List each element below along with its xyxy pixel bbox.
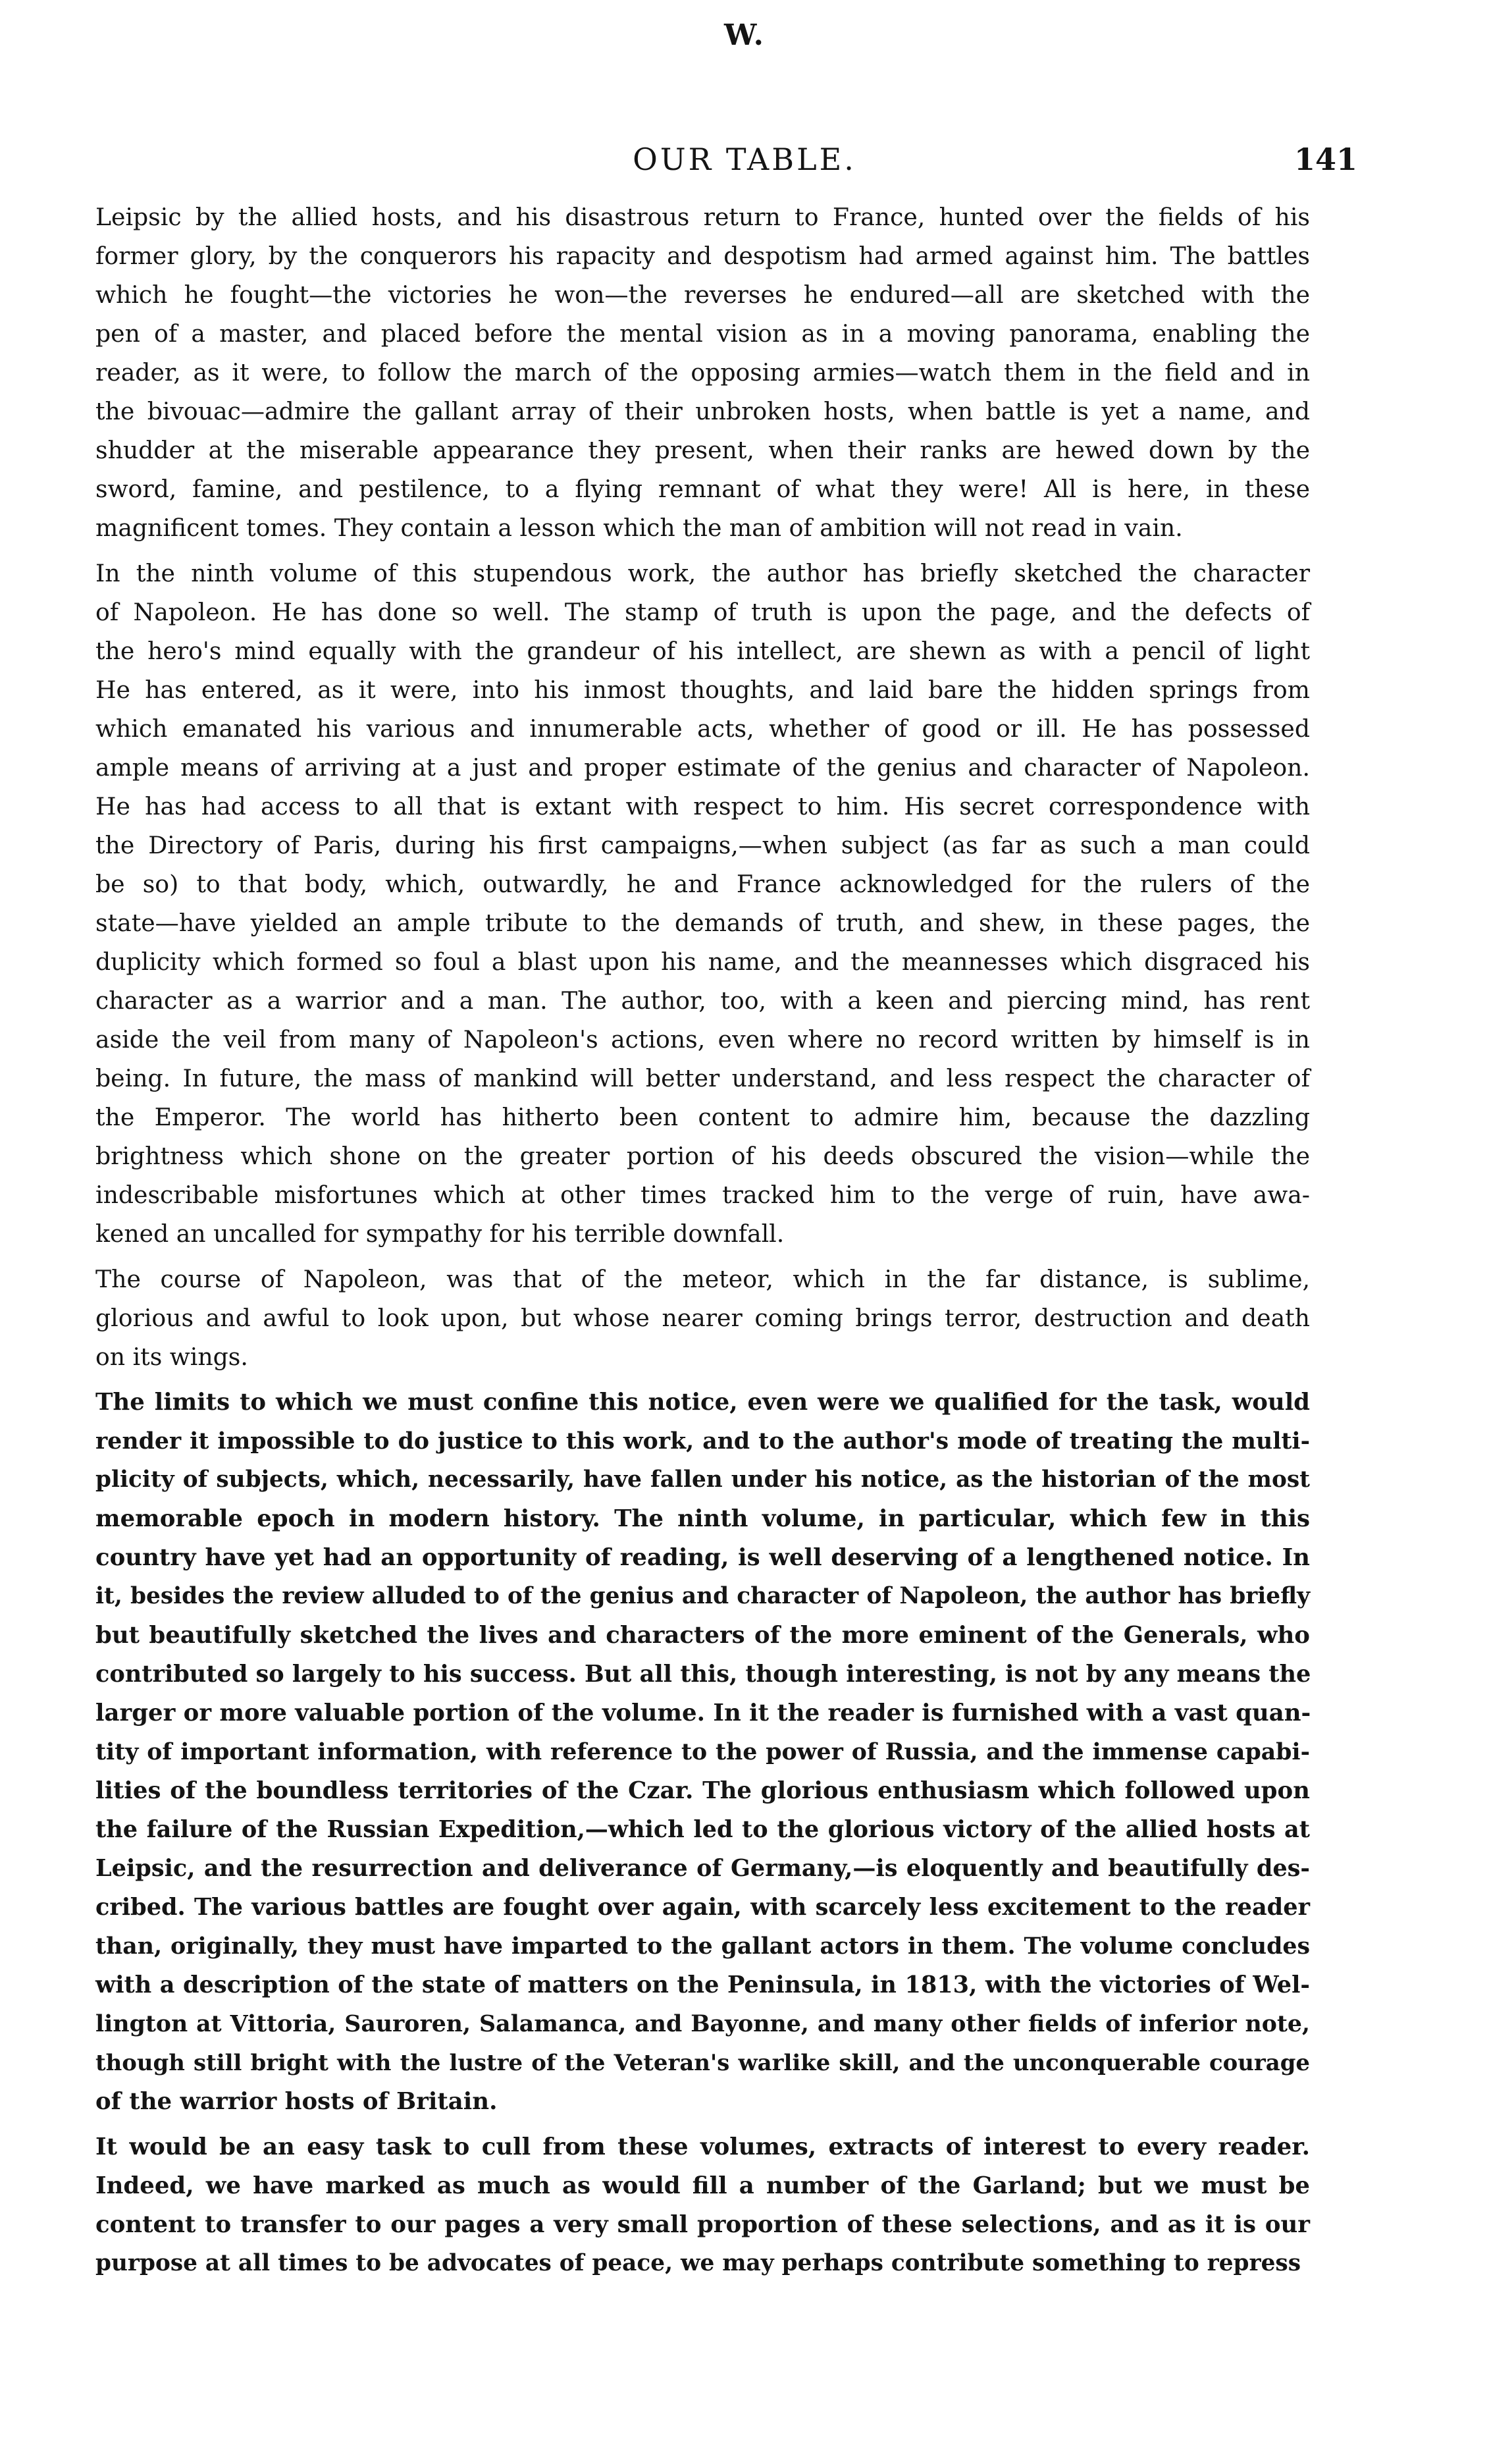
text-line: magnificent tomes. They contain a lesson which the man of ambition will not read in vain. — [95, 514, 1183, 542]
text-line: plicity of subjects, which, necessarily, have fallen under his notice, as the historian of the most — [95, 1466, 1310, 1493]
text-line: of the warrior hosts of Britain. — [95, 2088, 498, 2115]
paragraph — [95, 554, 1310, 1253]
text-line: It would be an easy task to cull from these volumes, extracts of interest to every reader. — [95, 2133, 1310, 2160]
text-line: The course of Napoleon, was that of the meteor, which in the far distance, is sublime, — [95, 1265, 1310, 1293]
text-line: state—have yielded an ample tribute to the demands of truth, and shew, in these pages, the — [95, 909, 1310, 937]
paragraph — [95, 1260, 1310, 1376]
text-line: Leipsic, and the resurrection and deliverance of Germany,—is eloquently and beautifully des- — [95, 1855, 1310, 1882]
text-line: the bivouac—admire the gallant array of their unbroken hosts, when battle is yet a name, and — [95, 397, 1310, 425]
text-line: than, originally, they must have imparted to the gallant actors in them. The volume concludes — [95, 1933, 1310, 1960]
text-line: render it impossible to do justice to this work, and to the author's mode of treating the multi- — [95, 1428, 1310, 1455]
paragraph — [95, 1383, 1310, 2121]
text-line: the Directory of Paris, during his first campaigns,—when subject (as far as such a man could — [95, 831, 1310, 859]
text-line: the hero's mind equally with the grandeur of his intellect, are shewn as with a pencil of light — [95, 637, 1310, 665]
text-line: lities of the boundless territories of the Czar. The glorious enthusiasm which followed upon — [95, 1777, 1310, 1804]
text-line: Indeed, we have marked as much as would fill a number of the Garland; but we must be — [95, 2172, 1310, 2199]
text-line: be so) to that body, which, outwardly, he and France acknowledged for the rulers of the — [95, 870, 1310, 898]
text-line: country have yet had an opportunity of reading, is well deserving of a lengthened notice. In — [95, 1544, 1310, 1571]
text-line: contributed so largely to his success. But all this, though interesting, is not by any means the — [95, 1661, 1311, 1688]
text-line: In the ninth volume of this stupendous work, the author has briefly sketched the character — [95, 559, 1310, 587]
text-line: brightness which shone on the greater portion of his deeds obscured the vision—while the — [95, 1142, 1310, 1170]
page-number: 141 — [1293, 142, 1357, 177]
text-line: which emanated his various and innumerable acts, whether of good or ill. He has possessed — [95, 714, 1310, 743]
text-line: former glory, by the conquerors his rapacity and despotism had armed against him. The battles — [95, 242, 1310, 270]
text-line: though still bright with the lustre of the Veteran's warlike skill, and the unconquerable courage — [95, 2049, 1310, 2076]
text-line: on its wings. — [95, 1343, 248, 1371]
text-line: ample means of arriving at a just and proper estimate of the genius and character of Napoleon. — [95, 753, 1310, 782]
text-line: the Emperor. The world has hitherto been content to admire him, because the dazzling — [95, 1103, 1310, 1131]
text-line: memorable epoch in modern history. The ninth volume, in particular, which few in this — [95, 1505, 1310, 1532]
text-line: sword, famine, and pestilence, to a flying remnant of what they were! All is here, in these — [95, 475, 1310, 503]
paragraph — [95, 198, 1310, 547]
text-line: the failure of the Russian Expedition,—which led to the glorious victory of the allied hosts at — [95, 1816, 1310, 1843]
text-line: glorious and awful to look upon, but whose nearer coming brings terror, destruction and death — [95, 1304, 1310, 1332]
text-line: lington at Vittoria, Sauroren, Salamanca, and Bayonne, and many other fields of inferior note, — [95, 2010, 1310, 2037]
text-line: duplicity which formed so foul a blast upon his name, and the meannesses which disgraced his — [95, 948, 1310, 976]
text-line: kened an uncalled for sympathy for his terrible downfall. — [95, 1219, 785, 1248]
text-line: shudder at the miserable appearance they present, when their ranks are hewed down by the — [95, 436, 1310, 464]
text-line: it, besides the review alluded to of the genius and character of Napoleon, the author has briefly — [95, 1583, 1310, 1609]
text-line: with a description of the state of matters on the Peninsula, in 1813, with the victories of Wel- — [95, 1971, 1310, 1998]
text-line: character as a warrior and a man. The author, too, with a keen and piercing mind, has rent — [95, 986, 1310, 1015]
text-line: reader, as it were, to follow the march of the opposing armies—watch them in the field and in — [95, 358, 1310, 387]
text-line: He has entered, as it were, into his inmost thoughts, and laid bare the hidden springs from — [95, 676, 1310, 704]
text-line: content to transfer to our pages a very small proportion of these selections, and as it is our — [95, 2211, 1310, 2238]
text-line: purpose at all times to be advocates of peace, we may perhaps contribute something to repress — [95, 2250, 1301, 2276]
text-line: indescribable misfortunes which at other times tracked him to the verge of ruin, have awa- — [95, 1181, 1310, 1209]
article-body — [95, 198, 1310, 2290]
text-line: He has had access to all that is extant with respect to him. His secret correspondence with — [95, 792, 1310, 820]
top-mark: W. — [724, 18, 765, 52]
text-line: of Napoleon. He has done so well. The stamp of truth is upon the page, and the defects of — [95, 598, 1310, 626]
text-line: larger or more valuable portion of the volume. In it the reader is furnished with a vast quan- — [95, 1700, 1311, 1727]
running-head: OUR TABLE. — [633, 142, 856, 177]
text-line: cribed. The various battles are fought over again, with scarcely less excitement to the reader — [95, 1894, 1310, 1921]
text-line: but beautifully sketched the lives and characters of the more eminent of the Generals, who — [95, 1622, 1310, 1649]
text-line: being. In future, the mass of mankind will better understand, and less respect the character of — [95, 1064, 1310, 1092]
text-line: The limits to which we must confine this notice, even were we qualified for the task, would — [95, 1389, 1310, 1416]
paragraph — [95, 2128, 1310, 2283]
text-line: which he fought—the victories he won—the reverses he endured—all are sketched with the — [95, 281, 1310, 309]
text-line: aside the veil from many of Napoleon's actions, even where no record written by himself is in — [95, 1025, 1310, 1054]
text-line: pen of a master, and placed before the mental vision as in a moving panorama, enabling the — [95, 319, 1310, 348]
text-line: tity of important information, with reference to the power of Russia, and the immense capabi- — [95, 1738, 1310, 1765]
text-line: Leipsic by the allied hosts, and his disastrous return to France, hunted over the fields of his — [95, 203, 1310, 231]
